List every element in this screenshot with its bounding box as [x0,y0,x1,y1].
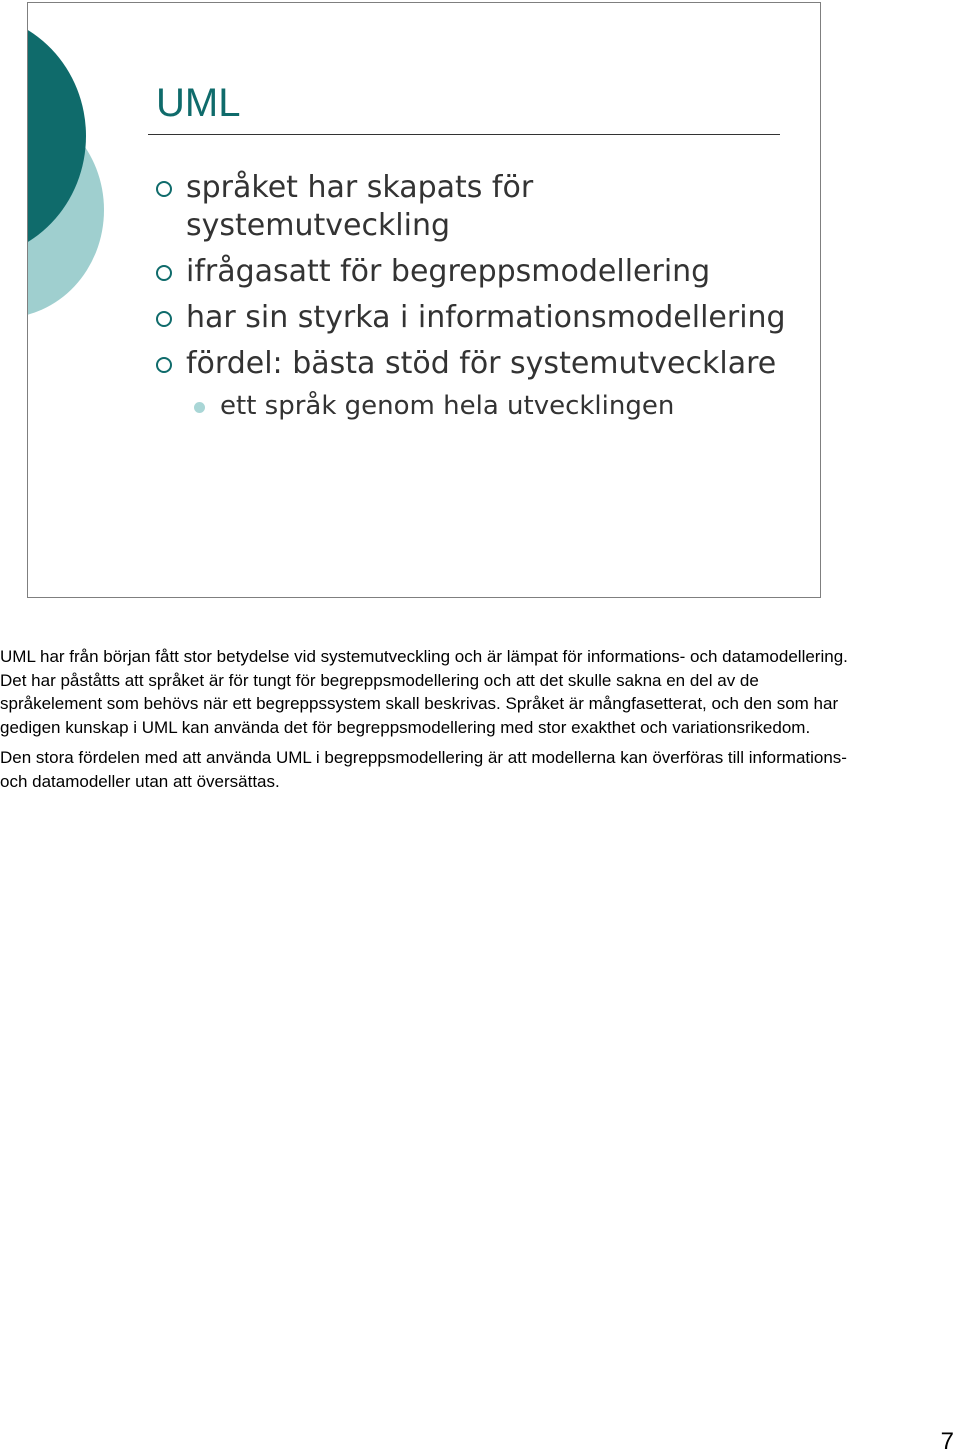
bullet-item [156,169,796,245]
ring-bullet-icon [156,311,172,327]
bullet-text: fördel: bästa stöd för systemutvecklare [186,346,777,381]
bullet-item [156,345,796,383]
ring-bullet-icon [156,265,172,281]
subbullet-text: ett språk genom hela utvecklingen [220,391,675,421]
slide-title: UML [156,81,241,125]
title-divider [148,134,780,135]
bullet-text: har sin styrka i informationsmodellering [186,300,786,335]
bullet-item [156,299,796,337]
bullet-item [156,253,796,291]
bullet-text: språket har skapats för systemutveckling [186,170,534,243]
bullet-list [156,169,796,423]
ring-bullet-icon [156,357,172,373]
slide-decoration [28,3,158,333]
slide-frame [27,2,821,598]
ring-bullet-icon [156,181,172,197]
speaker-notes [0,645,850,801]
page-number: 7 [940,1428,954,1455]
subbullet-item [156,389,796,423]
bullet-text: ifrågasatt för begreppsmodellering [186,254,711,289]
notes-paragraph: Den stora fördelen med att använda UML i begreppsmodellering är att modellerna kan överföras till informations- och datamodeller utan att översättas. [0,748,847,791]
dot-bullet-icon [194,402,205,413]
notes-paragraph: UML har från början fått stor betydelse vid systemutveckling och är lämpat för informations- och datamodellering. Det har påståtts att språket är för tungt för begreppsmodellering och att det skulle sakna en del av de språkelement som behövs när ett begreppssystem skall beskrivas. Språket är mångfasetterat, och den som har gedigen kunskap i UML kan använda det för begreppsmodellering med stor exakthet och variationsrikedom. [0,647,848,737]
